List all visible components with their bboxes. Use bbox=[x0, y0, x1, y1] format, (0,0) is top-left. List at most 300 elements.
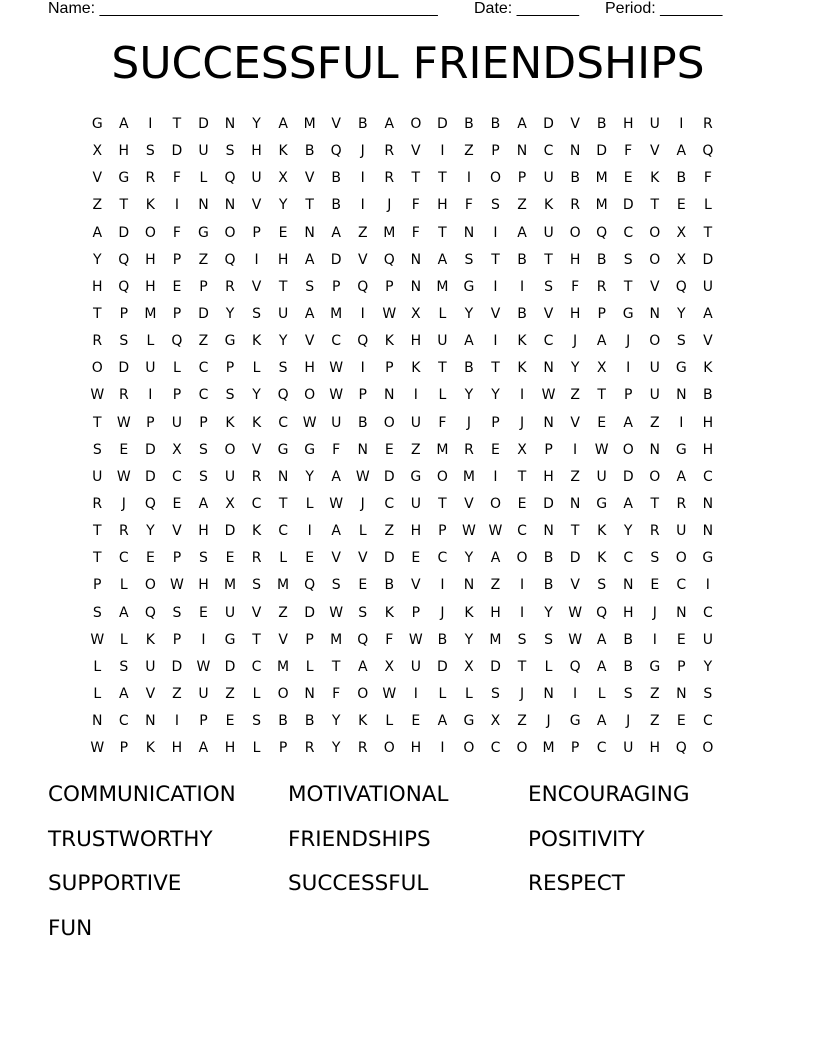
grid-letter[interactable]: L bbox=[119, 577, 128, 594]
grid-letter[interactable]: X bbox=[92, 143, 103, 160]
grid-letter[interactable]: S bbox=[199, 550, 208, 567]
grid-letter[interactable]: I bbox=[360, 170, 365, 187]
grid-letter[interactable]: J bbox=[573, 333, 578, 350]
grid-letter[interactable]: T bbox=[119, 197, 129, 214]
grid-letter[interactable]: T bbox=[570, 523, 580, 540]
grid-letter[interactable]: S bbox=[92, 441, 102, 458]
grid-letter[interactable]: I bbox=[493, 278, 498, 295]
grid-letter[interactable]: F bbox=[385, 631, 394, 648]
grid-letter[interactable]: T bbox=[92, 550, 102, 567]
grid-letter[interactable]: J bbox=[519, 414, 525, 431]
grid-letter[interactable]: K bbox=[384, 604, 394, 621]
grid-letter[interactable]: N bbox=[145, 713, 156, 730]
grid-letter[interactable]: W bbox=[169, 577, 184, 594]
grid-letter[interactable]: U bbox=[145, 360, 156, 377]
grid-letter[interactable]: O bbox=[649, 251, 661, 268]
grid-letter[interactable]: H bbox=[251, 143, 262, 160]
grid-letter[interactable]: W bbox=[116, 414, 131, 431]
grid-letter[interactable]: Z bbox=[198, 333, 209, 350]
grid-letter[interactable]: E bbox=[491, 441, 500, 458]
grid-letter[interactable]: S bbox=[623, 685, 633, 702]
grid-letter[interactable]: T bbox=[278, 495, 288, 512]
grid-letter[interactable]: F bbox=[624, 143, 633, 160]
grid-letter[interactable]: P bbox=[517, 170, 527, 187]
grid-letter[interactable]: A bbox=[676, 468, 687, 485]
grid-letter[interactable]: S bbox=[252, 713, 261, 730]
grid-letter[interactable]: Y bbox=[278, 197, 288, 214]
grid-letter[interactable]: Z bbox=[172, 685, 182, 702]
grid-letter[interactable]: Y bbox=[491, 387, 500, 404]
grid-letter[interactable]: K bbox=[597, 550, 607, 567]
grid-letter[interactable]: G bbox=[675, 441, 687, 458]
grid-letter[interactable]: S bbox=[225, 143, 235, 160]
grid-letter[interactable]: V bbox=[172, 523, 182, 540]
grid-letter[interactable]: Z bbox=[198, 251, 209, 268]
grid-letter[interactable]: W bbox=[382, 685, 397, 702]
grid-letter[interactable]: U bbox=[649, 387, 660, 404]
grid-letter[interactable]: E bbox=[650, 577, 660, 594]
grid-letter[interactable]: Q bbox=[118, 278, 130, 295]
grid-letter[interactable]: J bbox=[546, 713, 551, 730]
grid-letter[interactable]: U bbox=[702, 631, 713, 648]
grid-letter[interactable]: D bbox=[144, 441, 156, 458]
grid-letter[interactable]: U bbox=[92, 468, 103, 485]
grid-letter[interactable]: E bbox=[172, 278, 182, 295]
grid-letter[interactable]: V bbox=[278, 631, 288, 648]
grid-letter[interactable]: K bbox=[251, 333, 262, 350]
grid-letter[interactable]: S bbox=[119, 333, 129, 350]
grid-letter[interactable]: K bbox=[145, 631, 155, 648]
grid-letter[interactable]: V bbox=[411, 577, 421, 594]
grid-letter[interactable]: Y bbox=[92, 251, 102, 268]
grid-letter[interactable]: L bbox=[199, 170, 208, 187]
grid-letter[interactable]: E bbox=[305, 550, 315, 567]
grid-letter[interactable]: Z bbox=[278, 604, 288, 621]
grid-letter[interactable]: Q bbox=[304, 577, 316, 594]
grid-letter[interactable]: G bbox=[596, 495, 608, 512]
grid-letter[interactable]: V bbox=[304, 170, 315, 187]
grid-letter[interactable]: P bbox=[358, 387, 367, 404]
grid-letter[interactable]: N bbox=[622, 577, 634, 594]
grid-letter[interactable]: U bbox=[331, 414, 342, 431]
grid-letter[interactable]: Z bbox=[464, 143, 474, 160]
grid-letter[interactable]: A bbox=[623, 495, 633, 512]
grid-letter[interactable]: D bbox=[171, 143, 183, 160]
grid-letter[interactable]: M bbox=[595, 170, 608, 187]
grid-letter[interactable]: M bbox=[383, 224, 396, 241]
grid-letter[interactable]: N bbox=[198, 197, 209, 214]
grid-letter[interactable]: C bbox=[702, 468, 713, 485]
grid-letter[interactable]: X bbox=[490, 713, 501, 730]
grid-letter[interactable]: W bbox=[382, 305, 397, 322]
grid-letter[interactable]: X bbox=[464, 658, 474, 675]
grid-letter[interactable]: U bbox=[676, 523, 687, 540]
grid-letter[interactable]: B bbox=[517, 305, 527, 322]
grid-letter[interactable]: V bbox=[304, 333, 315, 350]
grid-letter[interactable]: I bbox=[519, 577, 525, 594]
grid-letter[interactable]: I bbox=[493, 468, 498, 485]
grid-letter[interactable]: S bbox=[491, 197, 500, 214]
grid-letter[interactable]: T bbox=[305, 197, 314, 214]
grid-letter[interactable]: O bbox=[383, 414, 395, 431]
grid-letter[interactable]: Q bbox=[675, 740, 687, 757]
grid-letter[interactable]: R bbox=[702, 116, 713, 132]
grid-letter[interactable]: S bbox=[278, 360, 288, 377]
grid-letter[interactable]: W bbox=[568, 604, 583, 621]
grid-letter[interactable]: P bbox=[93, 577, 102, 594]
grid-letter[interactable]: V bbox=[251, 604, 262, 621]
grid-letter[interactable]: I bbox=[519, 387, 525, 404]
grid-letter[interactable]: P bbox=[385, 278, 394, 295]
grid-letter[interactable]: A bbox=[304, 305, 315, 322]
grid-letter[interactable]: P bbox=[623, 387, 633, 404]
grid-letter[interactable]: S bbox=[252, 577, 261, 594]
grid-letter[interactable]: Q bbox=[224, 170, 236, 187]
grid-letter[interactable]: Y bbox=[623, 523, 633, 540]
grid-letter[interactable]: Q bbox=[171, 333, 183, 350]
grid-letter[interactable]: Y bbox=[252, 387, 261, 404]
grid-letter[interactable]: P bbox=[278, 740, 288, 757]
grid-letter[interactable]: O bbox=[649, 224, 661, 241]
grid-letter[interactable]: N bbox=[543, 685, 554, 702]
grid-letter[interactable]: L bbox=[252, 360, 261, 377]
grid-letter[interactable]: B bbox=[278, 713, 288, 730]
grid-letter[interactable]: L bbox=[597, 685, 606, 702]
grid-letter[interactable]: Y bbox=[544, 604, 553, 621]
grid-letter[interactable]: V bbox=[251, 278, 262, 295]
grid-letter[interactable]: T bbox=[172, 116, 182, 132]
grid-letter[interactable]: Z bbox=[92, 197, 103, 214]
grid-letter[interactable]: N bbox=[543, 523, 554, 540]
grid-letter[interactable]: M bbox=[436, 441, 449, 458]
grid-letter[interactable]: A bbox=[596, 333, 607, 350]
grid-letter[interactable]: C bbox=[490, 740, 501, 757]
grid-letter[interactable]: G bbox=[649, 658, 661, 675]
grid-letter[interactable]: H bbox=[277, 251, 289, 268]
grid-letter[interactable]: E bbox=[623, 170, 633, 187]
grid-letter[interactable]: Q bbox=[675, 278, 687, 295]
grid-letter[interactable]: W bbox=[541, 387, 556, 404]
grid-letter[interactable]: D bbox=[224, 658, 236, 675]
grid-letter[interactable]: C bbox=[543, 333, 554, 350]
grid-letter[interactable]: N bbox=[463, 577, 475, 594]
grid-letter[interactable]: S bbox=[225, 387, 235, 404]
grid-letter[interactable]: I bbox=[705, 577, 710, 594]
grid-letter[interactable]: I bbox=[679, 116, 684, 132]
grid-letter[interactable]: Y bbox=[703, 658, 713, 675]
grid-letter[interactable]: D bbox=[383, 550, 395, 567]
grid-letter[interactable]: A bbox=[517, 116, 527, 132]
grid-letter[interactable]: Q bbox=[596, 604, 608, 621]
grid-letter[interactable]: F bbox=[411, 197, 420, 214]
grid-letter[interactable]: O bbox=[436, 468, 448, 485]
grid-letter[interactable]: E bbox=[411, 713, 421, 730]
grid-letter[interactable]: A bbox=[92, 224, 103, 241]
grid-letter[interactable]: W bbox=[408, 631, 423, 648]
grid-letter[interactable]: A bbox=[331, 468, 341, 485]
grid-letter[interactable]: N bbox=[676, 685, 687, 702]
grid-letter[interactable]: L bbox=[93, 658, 102, 675]
grid-letter[interactable]: T bbox=[438, 224, 447, 241]
grid-letter[interactable]: I bbox=[519, 278, 525, 295]
grid-letter[interactable]: M bbox=[436, 278, 449, 295]
grid-letter[interactable]: V bbox=[92, 170, 103, 187]
grid-letter[interactable]: C bbox=[278, 523, 288, 540]
grid-letter[interactable]: J bbox=[121, 495, 126, 512]
grid-letter[interactable]: V bbox=[649, 143, 660, 160]
grid-letter[interactable]: B bbox=[304, 143, 315, 160]
grid-letter[interactable]: K bbox=[517, 360, 527, 377]
grid-letter[interactable]: P bbox=[491, 143, 500, 160]
grid-letter[interactable]: E bbox=[676, 713, 686, 730]
grid-letter[interactable]: B bbox=[384, 577, 395, 594]
grid-letter[interactable]: K bbox=[225, 414, 235, 431]
period-field[interactable]: Period: _______ bbox=[605, 0, 723, 17]
grid-letter[interactable]: L bbox=[465, 685, 473, 702]
grid-letter[interactable]: H bbox=[702, 414, 714, 431]
grid-letter[interactable]: H bbox=[198, 577, 209, 594]
grid-letter[interactable]: S bbox=[92, 604, 102, 621]
grid-letter[interactable]: C bbox=[278, 414, 288, 431]
grid-letter[interactable]: R bbox=[225, 278, 235, 295]
grid-letter[interactable]: L bbox=[438, 305, 447, 322]
grid-letter[interactable]: U bbox=[145, 658, 156, 675]
grid-letter[interactable]: T bbox=[438, 170, 447, 187]
grid-letter[interactable]: D bbox=[330, 251, 342, 268]
grid-letter[interactable]: P bbox=[172, 305, 182, 322]
grid-letter[interactable]: W bbox=[568, 631, 583, 648]
grid-letter[interactable]: U bbox=[702, 278, 713, 295]
grid-letter[interactable]: S bbox=[544, 631, 554, 648]
grid-letter[interactable]: O bbox=[675, 550, 687, 567]
grid-letter[interactable]: B bbox=[543, 550, 554, 567]
grid-letter[interactable]: O bbox=[357, 685, 369, 702]
grid-letter[interactable]: P bbox=[146, 414, 155, 431]
grid-letter[interactable]: E bbox=[225, 713, 235, 730]
grid-letter[interactable]: B bbox=[357, 116, 368, 132]
grid-letter[interactable]: K bbox=[251, 523, 262, 540]
grid-letter[interactable]: H bbox=[622, 116, 634, 132]
grid-letter[interactable]: N bbox=[649, 441, 660, 458]
grid-letter[interactable]: D bbox=[622, 468, 634, 485]
grid-letter[interactable]: D bbox=[304, 604, 316, 621]
grid-letter[interactable]: E bbox=[676, 631, 686, 648]
grid-letter[interactable]: N bbox=[384, 387, 395, 404]
grid-letter[interactable]: B bbox=[331, 170, 341, 187]
grid-letter[interactable]: A bbox=[357, 658, 368, 675]
grid-letter[interactable]: P bbox=[225, 360, 235, 377]
grid-letter[interactable]: I bbox=[626, 360, 631, 377]
grid-letter[interactable]: T bbox=[331, 658, 341, 675]
grid-letter[interactable]: V bbox=[570, 414, 580, 431]
grid-letter[interactable]: G bbox=[569, 713, 581, 730]
grid-letter[interactable]: K bbox=[145, 197, 155, 214]
grid-letter[interactable]: T bbox=[491, 251, 500, 268]
grid-letter[interactable]: Q bbox=[357, 278, 369, 295]
grid-letter[interactable]: B bbox=[490, 116, 501, 132]
grid-letter[interactable]: T bbox=[411, 170, 421, 187]
grid-letter[interactable]: D bbox=[596, 143, 608, 160]
grid-letter[interactable]: Y bbox=[305, 468, 314, 485]
grid-letter[interactable]: N bbox=[357, 441, 368, 458]
grid-letter[interactable]: F bbox=[332, 685, 341, 702]
grid-letter[interactable]: D bbox=[490, 658, 501, 675]
grid-letter[interactable]: H bbox=[145, 278, 156, 295]
grid-letter[interactable]: A bbox=[464, 333, 474, 350]
grid-letter[interactable]: O bbox=[569, 224, 581, 241]
grid-letter[interactable]: P bbox=[172, 550, 182, 567]
grid-letter[interactable]: V bbox=[703, 333, 713, 350]
grid-letter[interactable]: D bbox=[622, 197, 634, 214]
grid-letter[interactable]: Z bbox=[517, 197, 527, 214]
grid-letter[interactable]: S bbox=[491, 685, 500, 702]
grid-letter[interactable]: L bbox=[305, 658, 314, 675]
grid-letter[interactable]: J bbox=[440, 604, 445, 621]
grid-letter[interactable]: C bbox=[331, 333, 342, 350]
grid-letter[interactable]: V bbox=[570, 577, 580, 594]
grid-letter[interactable]: O bbox=[410, 116, 422, 132]
grid-letter[interactable]: I bbox=[679, 414, 684, 431]
grid-letter[interactable]: O bbox=[489, 170, 501, 187]
grid-letter[interactable]: V bbox=[649, 278, 660, 295]
grid-letter[interactable]: M bbox=[223, 577, 237, 594]
grid-letter[interactable]: H bbox=[490, 604, 501, 621]
grid-letter[interactable]: N bbox=[569, 143, 581, 160]
grid-letter[interactable]: B bbox=[357, 414, 368, 431]
grid-letter[interactable]: R bbox=[118, 387, 129, 404]
grid-letter[interactable]: Q bbox=[357, 631, 369, 648]
grid-letter[interactable]: E bbox=[358, 577, 368, 594]
grid-letter[interactable]: H bbox=[118, 143, 130, 160]
name-field[interactable]: Name: ______________________________________ bbox=[48, 0, 438, 17]
grid-letter[interactable]: H bbox=[92, 278, 103, 295]
grid-letter[interactable]: X bbox=[596, 360, 607, 377]
grid-letter[interactable]: I bbox=[652, 631, 657, 648]
grid-letter[interactable]: Y bbox=[146, 523, 155, 540]
grid-letter[interactable]: T bbox=[252, 631, 261, 648]
grid-letter[interactable]: H bbox=[569, 251, 581, 268]
grid-letter[interactable]: P bbox=[438, 523, 447, 540]
grid-letter[interactable]: W bbox=[329, 387, 344, 404]
grid-letter[interactable]: A bbox=[119, 604, 129, 621]
grid-letter[interactable]: K bbox=[251, 414, 262, 431]
grid-letter[interactable]: P bbox=[252, 224, 261, 241]
grid-letter[interactable]: X bbox=[517, 441, 527, 458]
grid-letter[interactable]: O bbox=[224, 224, 236, 241]
grid-letter[interactable]: D bbox=[436, 658, 448, 675]
grid-letter[interactable]: P bbox=[411, 604, 421, 621]
grid-letter[interactable]: T bbox=[597, 387, 606, 404]
grid-letter[interactable]: H bbox=[410, 333, 422, 350]
grid-letter[interactable]: P bbox=[119, 740, 129, 757]
grid-letter[interactable]: Z bbox=[225, 685, 235, 702]
grid-letter[interactable]: S bbox=[464, 251, 474, 268]
grid-letter[interactable]: B bbox=[331, 197, 341, 214]
grid-letter[interactable]: F bbox=[172, 224, 181, 241]
grid-letter[interactable]: C bbox=[702, 713, 713, 730]
grid-letter[interactable]: S bbox=[703, 685, 713, 702]
grid-letter[interactable]: U bbox=[410, 495, 421, 512]
grid-letter[interactable]: U bbox=[543, 224, 554, 241]
grid-letter[interactable]: R bbox=[251, 468, 262, 485]
grid-letter[interactable]: Z bbox=[649, 414, 660, 431]
grid-letter[interactable]: Q bbox=[357, 333, 369, 350]
grid-letter[interactable]: U bbox=[649, 360, 660, 377]
grid-letter[interactable]: I bbox=[360, 360, 365, 377]
grid-letter[interactable]: G bbox=[277, 441, 289, 458]
grid-letter[interactable]: N bbox=[410, 278, 422, 295]
grid-letter[interactable]: C bbox=[596, 740, 607, 757]
grid-letter[interactable]: P bbox=[570, 740, 580, 757]
grid-letter[interactable]: T bbox=[517, 468, 527, 485]
grid-letter[interactable]: V bbox=[331, 550, 341, 567]
grid-letter[interactable]: I bbox=[148, 387, 153, 404]
grid-letter[interactable]: P bbox=[597, 305, 606, 322]
grid-letter[interactable]: E bbox=[225, 550, 235, 567]
grid-letter[interactable]: E bbox=[517, 495, 527, 512]
grid-letter[interactable]: Q bbox=[702, 143, 714, 160]
grid-letter[interactable]: K bbox=[703, 360, 713, 377]
grid-letter[interactable]: W bbox=[488, 523, 503, 540]
grid-letter[interactable]: C bbox=[251, 658, 262, 675]
grid-letter[interactable]: V bbox=[145, 685, 156, 702]
grid-letter[interactable]: B bbox=[464, 360, 474, 377]
grid-letter[interactable]: P bbox=[491, 414, 500, 431]
grid-letter[interactable]: I bbox=[493, 333, 498, 350]
grid-letter[interactable]: U bbox=[623, 740, 634, 757]
grid-letter[interactable]: E bbox=[597, 414, 607, 431]
grid-letter[interactable]: I bbox=[573, 441, 578, 458]
grid-letter[interactable]: N bbox=[92, 713, 103, 730]
grid-letter[interactable]: C bbox=[543, 143, 554, 160]
grid-letter[interactable]: A bbox=[517, 224, 527, 241]
grid-letter[interactable]: Q bbox=[144, 495, 156, 512]
grid-letter[interactable]: E bbox=[278, 224, 288, 241]
grid-letter[interactable]: B bbox=[570, 170, 580, 187]
grid-letter[interactable]: G bbox=[224, 333, 236, 350]
grid-letter[interactable]: C bbox=[384, 495, 395, 512]
grid-letter[interactable]: Q bbox=[144, 604, 156, 621]
grid-letter[interactable]: A bbox=[596, 658, 607, 675]
grid-letter[interactable]: L bbox=[93, 685, 102, 702]
grid-letter[interactable]: T bbox=[650, 197, 660, 214]
grid-letter[interactable]: X bbox=[676, 251, 687, 268]
grid-letter[interactable]: J bbox=[519, 685, 525, 702]
grid-letter[interactable]: K bbox=[411, 360, 421, 377]
grid-letter[interactable]: V bbox=[357, 550, 368, 567]
grid-letter[interactable]: E bbox=[384, 441, 394, 458]
grid-letter[interactable]: I bbox=[360, 197, 365, 214]
grid-letter[interactable]: V bbox=[570, 116, 580, 132]
grid-letter[interactable]: X bbox=[278, 170, 288, 187]
grid-letter[interactable]: G bbox=[91, 116, 103, 132]
word-search-grid[interactable] bbox=[84, 114, 721, 765]
grid-letter[interactable]: S bbox=[145, 143, 155, 160]
grid-letter[interactable]: Z bbox=[490, 577, 501, 594]
grid-letter[interactable]: Y bbox=[278, 333, 288, 350]
grid-letter[interactable]: W bbox=[355, 468, 370, 485]
grid-letter[interactable]: Z bbox=[357, 224, 368, 241]
grid-letter[interactable]: D bbox=[543, 495, 554, 512]
grid-letter[interactable]: R bbox=[464, 441, 474, 458]
grid-letter[interactable]: K bbox=[464, 604, 474, 621]
grid-letter[interactable]: Q bbox=[224, 251, 236, 268]
grid-letter[interactable]: S bbox=[331, 577, 341, 594]
grid-letter[interactable]: I bbox=[466, 170, 471, 187]
grid-letter[interactable]: K bbox=[517, 333, 527, 350]
grid-letter[interactable]: L bbox=[358, 523, 367, 540]
grid-letter[interactable]: E bbox=[676, 197, 686, 214]
